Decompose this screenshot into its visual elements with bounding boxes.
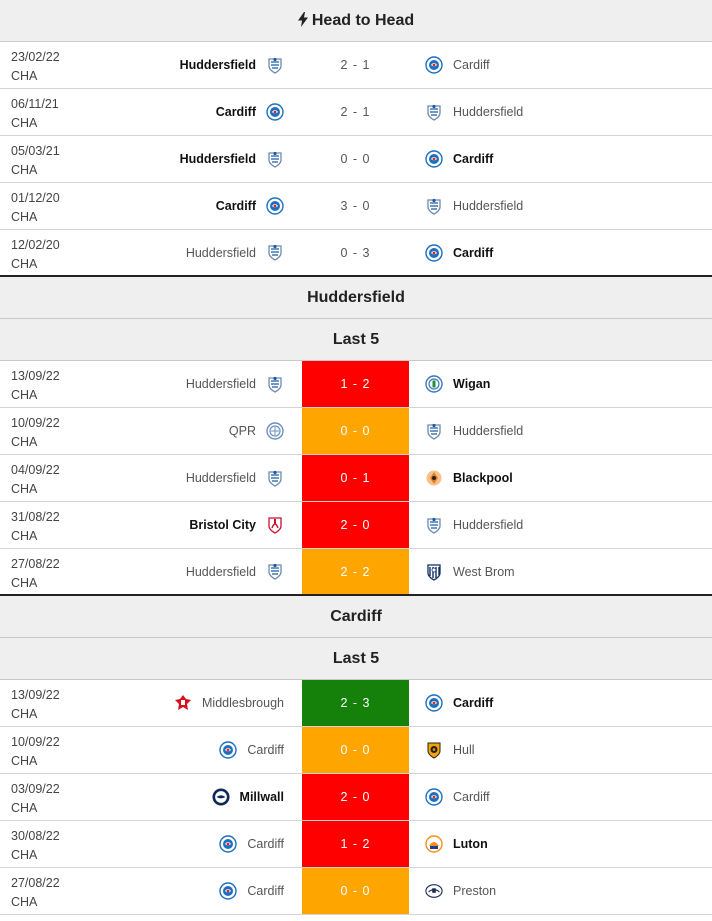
cardiff-crest-icon	[425, 244, 443, 262]
result-score-loss: 0 - 1	[302, 455, 409, 501]
match-date-cell	[0, 821, 120, 867]
match-date-cell	[0, 774, 120, 820]
form-match-row[interactable]	[0, 502, 712, 549]
away-team-name: Cardiff	[453, 245, 494, 260]
cardiff-crest-icon	[425, 788, 443, 806]
match-competition: CHA	[11, 754, 38, 768]
away-team-name: Blackpool	[453, 471, 513, 485]
home-team-name: QPR	[228, 424, 256, 438]
cardiff-crest-icon	[219, 882, 237, 900]
away-team-name: Hull	[453, 743, 475, 757]
form-match-row[interactable]	[0, 727, 712, 774]
away-team[interactable]	[409, 408, 712, 454]
result-score-draw: 0 - 0	[302, 408, 409, 454]
bristol-city-crest-icon	[266, 516, 284, 534]
match-date-cell	[0, 89, 120, 135]
away-team-name: Preston	[453, 884, 497, 898]
away-team[interactable]	[409, 502, 712, 548]
home-team-name: Bristol City	[189, 518, 256, 532]
match-date-cell	[0, 136, 120, 182]
match-date: 03/09/22	[11, 782, 60, 796]
match-date-cell	[0, 868, 120, 914]
lightning-icon	[298, 12, 308, 30]
away-team[interactable]	[409, 89, 712, 135]
cardiff-crest-icon	[266, 197, 284, 215]
home-team-name: Huddersfield	[185, 245, 256, 260]
away-team[interactable]	[409, 361, 712, 407]
home-team-name: Cardiff	[247, 837, 284, 851]
away-team-name: Cardiff	[453, 152, 494, 166]
team-name-heading: Cardiff	[330, 607, 382, 625]
match-score: 0 - 3	[340, 245, 371, 260]
form-match-row[interactable]	[0, 549, 712, 596]
result-score-draw: 0 - 0	[302, 727, 409, 773]
away-team-name: Cardiff	[453, 696, 494, 710]
away-team-name: Huddersfield	[453, 105, 524, 119]
cardiff-crest-icon	[425, 150, 443, 168]
home-team-name: Huddersfield	[185, 377, 256, 391]
h2h-header	[0, 0, 712, 42]
home-team[interactable]	[120, 42, 302, 88]
away-team[interactable]	[409, 136, 712, 182]
match-competition: CHA	[11, 69, 38, 83]
match-score: 0 - 0	[340, 152, 371, 166]
result-score-loss: 2 - 0	[302, 502, 409, 548]
home-team-name: Huddersfield	[179, 58, 256, 72]
h2h-match-row[interactable]	[0, 89, 712, 136]
cardiff-crest-icon	[425, 56, 443, 74]
result-score-draw: 0 - 0	[302, 868, 409, 914]
home-team-name: Huddersfield	[179, 152, 256, 166]
home-team[interactable]	[120, 183, 302, 229]
h2h-match-row[interactable]	[0, 230, 712, 277]
match-date-cell	[0, 455, 120, 501]
h2h-title: Head to Head	[311, 11, 415, 29]
away-team-name: Cardiff	[453, 790, 490, 804]
match-competition: CHA	[11, 895, 38, 909]
match-date: 30/08/22	[11, 829, 60, 843]
match-date: 13/09/22	[11, 688, 60, 702]
away-team[interactable]	[409, 727, 712, 773]
last-5-title: Last 5	[332, 649, 380, 667]
match-date: 12/02/20	[11, 238, 60, 252]
huddersfield-crest-icon	[425, 422, 443, 440]
huddersfield-crest-icon	[266, 563, 284, 581]
match-date: 06/11/21	[11, 97, 59, 111]
huddersfield-crest-icon	[425, 516, 443, 534]
huddersfield-crest-icon	[266, 150, 284, 168]
home-team-name: Middlesbrough	[202, 696, 284, 710]
home-team-name: Cardiff	[247, 743, 284, 757]
result-score-loss: 1 - 2	[302, 361, 409, 407]
home-team-name: Cardiff	[247, 884, 284, 898]
form-match-row[interactable]	[0, 455, 712, 502]
west-brom-crest-icon	[425, 563, 443, 581]
match-date: 10/09/22	[11, 416, 60, 430]
match-date: 27/08/22	[11, 557, 60, 571]
result-score-loss: 1 - 2	[302, 821, 409, 867]
home-team[interactable]	[120, 361, 302, 407]
match-date: 10/09/22	[11, 735, 60, 749]
match-competition: CHA	[11, 482, 38, 496]
match-date: 13/09/22	[11, 369, 60, 383]
blackpool-crest-icon	[425, 469, 443, 487]
match-score: 2 - 1	[340, 105, 371, 119]
preston-crest-icon	[425, 882, 443, 900]
huddersfield-crest-icon	[425, 103, 443, 121]
away-team[interactable]	[409, 821, 712, 867]
away-team[interactable]	[409, 230, 712, 275]
match-date-cell	[0, 502, 120, 548]
away-team-name: Luton	[453, 837, 488, 851]
away-team-name: Huddersfield	[453, 199, 524, 213]
home-team-name: Cardiff	[215, 105, 256, 119]
last-5-header	[0, 638, 712, 680]
form-match-row[interactable]	[0, 868, 712, 915]
match-date-cell	[0, 408, 120, 454]
huddersfield-crest-icon	[425, 197, 443, 215]
last-5-title: Last 5	[332, 330, 380, 348]
huddersfield-crest-icon	[266, 56, 284, 74]
away-team-name: Cardiff	[453, 58, 490, 72]
form-match-row[interactable]	[0, 361, 712, 408]
match-competition: CHA	[11, 848, 38, 862]
qpr-crest-icon	[266, 422, 284, 440]
match-score: 2 - 1	[340, 58, 371, 72]
form-match-row[interactable]	[0, 774, 712, 821]
home-team-name: Millwall	[239, 790, 284, 804]
home-team[interactable]	[120, 455, 302, 501]
home-team[interactable]	[120, 774, 302, 820]
cardiff-crest-icon	[266, 103, 284, 121]
result-score-draw: 2 - 2	[302, 549, 409, 594]
h2h-match-row[interactable]	[0, 183, 712, 230]
match-competition: CHA	[11, 576, 38, 590]
home-team-name: Cardiff	[215, 199, 256, 213]
match-date-cell	[0, 42, 120, 88]
match-date: 04/09/22	[11, 463, 60, 477]
h2h-match-row[interactable]	[0, 136, 712, 183]
huddersfield-crest-icon	[266, 469, 284, 487]
home-team[interactable]	[120, 727, 302, 773]
away-team-name: Wigan	[453, 377, 491, 391]
away-team[interactable]	[409, 868, 712, 914]
away-team[interactable]	[409, 774, 712, 820]
match-competition: CHA	[11, 257, 38, 271]
huddersfield-crest-icon	[266, 244, 284, 262]
away-team[interactable]	[409, 183, 712, 229]
match-score: 3 - 0	[340, 199, 371, 213]
match-date: 27/08/22	[11, 876, 60, 890]
last-5-header	[0, 319, 712, 361]
match-date-cell	[0, 727, 120, 773]
away-team[interactable]	[409, 42, 712, 88]
home-team[interactable]	[120, 680, 302, 726]
home-team-name: Huddersfield	[185, 564, 256, 579]
team-name-heading: Huddersfield	[307, 288, 405, 306]
match-date: 31/08/22	[11, 510, 60, 524]
away-team-name: West Brom	[453, 564, 515, 579]
home-team[interactable]	[120, 868, 302, 914]
match-competition: CHA	[11, 388, 38, 402]
away-team-name: Huddersfield	[453, 424, 524, 438]
form-match-row[interactable]	[0, 821, 712, 868]
match-date: 23/02/22	[11, 50, 60, 64]
cardiff-crest-icon	[219, 741, 237, 759]
team-section-header	[0, 596, 712, 638]
home-team[interactable]	[120, 408, 302, 454]
luton-crest-icon	[425, 835, 443, 853]
form-match-row[interactable]	[0, 408, 712, 455]
home-team[interactable]	[120, 502, 302, 548]
middlesbrough-crest-icon	[174, 694, 192, 712]
match-competition: CHA	[11, 801, 38, 815]
millwall-crest-icon	[212, 788, 230, 806]
away-team[interactable]	[409, 455, 712, 501]
match-competition: CHA	[11, 707, 38, 721]
cardiff-crest-icon	[219, 835, 237, 853]
home-team[interactable]	[120, 136, 302, 182]
home-team-name: Huddersfield	[185, 471, 256, 485]
match-date-cell	[0, 680, 120, 726]
match-competition: CHA	[11, 163, 38, 177]
home-team[interactable]	[120, 89, 302, 135]
h2h-match-row[interactable]	[0, 42, 712, 89]
away-team[interactable]	[409, 549, 712, 594]
wigan-crest-icon	[425, 375, 443, 393]
match-competition: CHA	[11, 435, 38, 449]
away-team-name: Huddersfield	[453, 518, 524, 532]
home-team[interactable]	[120, 549, 302, 594]
cardiff-crest-icon	[425, 694, 443, 712]
match-date: 05/03/21	[11, 144, 60, 158]
home-team[interactable]	[120, 230, 302, 275]
form-match-row[interactable]	[0, 680, 712, 727]
match-date-cell	[0, 361, 120, 407]
home-team[interactable]	[120, 821, 302, 867]
match-competition: CHA	[11, 529, 38, 543]
match-date-cell	[0, 183, 120, 229]
huddersfield-crest-icon	[266, 375, 284, 393]
match-date-cell	[0, 230, 120, 275]
match-competition: CHA	[11, 116, 38, 130]
match-date: 01/12/20	[11, 191, 60, 205]
match-competition: CHA	[11, 210, 38, 224]
hull-crest-icon	[425, 741, 443, 759]
result-score-win: 2 - 3	[302, 680, 409, 726]
match-date-cell	[0, 549, 120, 594]
away-team[interactable]	[409, 680, 712, 726]
team-section-header	[0, 277, 712, 319]
result-score-loss: 2 - 0	[302, 774, 409, 820]
